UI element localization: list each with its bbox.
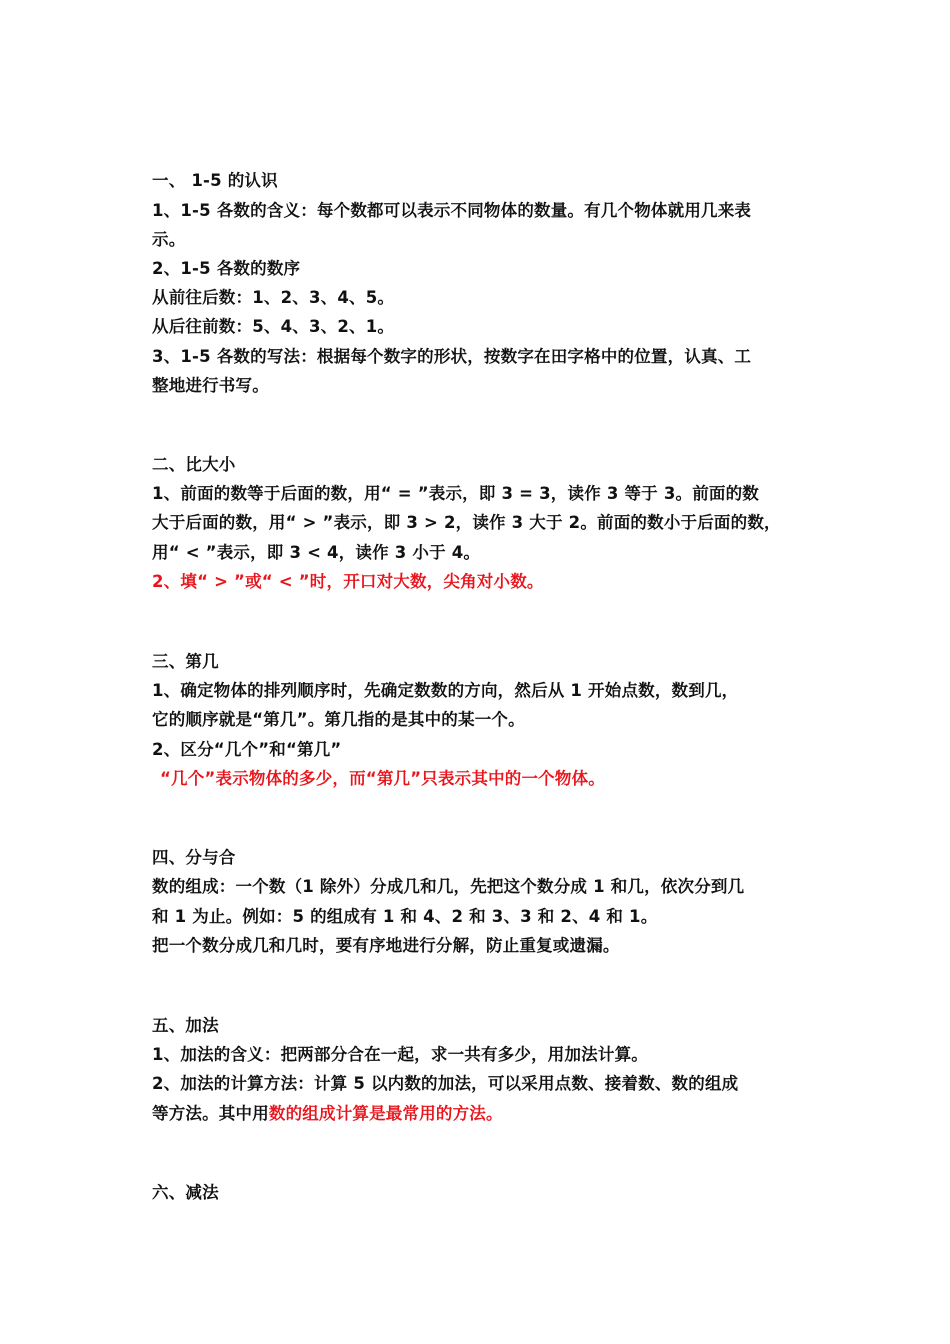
- section-1-backward-count: 从后往前数：5、4、3、2、1。: [152, 317, 395, 336]
- section-1-paragraph-1-line-1: 1、1-5 各数的含义：每个数都可以表示不同物体的数量。有几个物体就用几来表: [152, 201, 752, 220]
- section-1-paragraph-1-line-2: 示。: [152, 230, 186, 249]
- section-5-paragraph-2-line-2: [152, 1103, 503, 1125]
- section-1-heading: 一、 1-5 的认识: [152, 171, 278, 190]
- section-4-paragraph-2: 把一个数分成几和几时，要有序地进行分解，防止重复或遗漏。: [152, 936, 620, 955]
- section-3-paragraph-1-line-2: 它的顺序就是“第几”。第几指的是其中的某一个。: [152, 710, 525, 729]
- section-5-paragraph-1: 1、加法的含义：把两部分合在一起，求一共有多少，用加法计算。: [152, 1045, 648, 1064]
- section-4-paragraph-1-line-1: 数的组成：一个数（1 除外）分成几和几，先把这个数分成 1 和几，依次分到几: [152, 877, 745, 896]
- section-5-paragraph-2-prefix: 等方法。其中用: [152, 1104, 269, 1123]
- section-5-paragraph-2-highlight: 数的组成计算是最常用的方法。: [268, 1104, 503, 1123]
- section-1-paragraph-2: 2、1-5 各数的数序: [152, 259, 301, 278]
- section-2-paragraph-2: [152, 571, 544, 593]
- section-5-paragraph-2-line-1: 2、加法的计算方法：计算 5 以内数的加法，可以采用点数、接着数、数的组成: [152, 1074, 739, 1093]
- section-4-heading: 四、分与合: [152, 848, 236, 867]
- section-6-heading: 六、减法: [152, 1183, 219, 1202]
- section-4-paragraph-1-line-2: 和 1 为止。例如：5 的组成有 1 和 4、2 和 3、3 和 2、4 和 1。: [152, 907, 658, 926]
- section-1-paragraph-3-line-2: 整地进行书写。: [152, 376, 269, 395]
- section-2-paragraph-2-prefix: 2、: [152, 572, 181, 591]
- section-5-heading: 五、加法: [152, 1016, 219, 1035]
- section-2-paragraph-1-line-1: 1、前面的数等于后面的数，用“ = ”表示，即 3 = 3，读作 3 等于 3。前面的数: [152, 484, 759, 503]
- section-1-paragraph-3-line-1: 3、1-5 各数的写法：根据每个数字的形状，按数字在田字格中的位置，认真、工: [152, 347, 752, 366]
- section-2-paragraph-1-line-3: 用“ < ”表示，即 3 < 4，读作 3 小于 4。: [152, 543, 481, 562]
- section-3-paragraph-1-line-1: 1、确定物体的排列顺序时，先确定数数的方向，然后从 1 开始点数，数到几，: [152, 681, 739, 700]
- section-2-heading: 二、比大小: [152, 455, 236, 474]
- section-2-paragraph-1-line-2: 大于后面的数，用“ > ”表示，即 3 > 2，读作 3 大于 2。前面的数小于后面的数，: [152, 513, 781, 532]
- section-3-paragraph-2: 2、区分“几个”和“第几”: [152, 740, 342, 759]
- section-3-heading: 三、第几: [152, 652, 219, 671]
- section-3-paragraph-2-highlight: “几个”表示物体的多少，而“第几”只表示其中的一个物体。: [160, 769, 605, 788]
- section-2-paragraph-2-highlight: 填“ > ”或“ < ”时，开口对大数，尖角对小数。: [180, 572, 544, 591]
- section-1-forward-count: 从前往后数：1、2、3、4、5。: [152, 288, 395, 307]
